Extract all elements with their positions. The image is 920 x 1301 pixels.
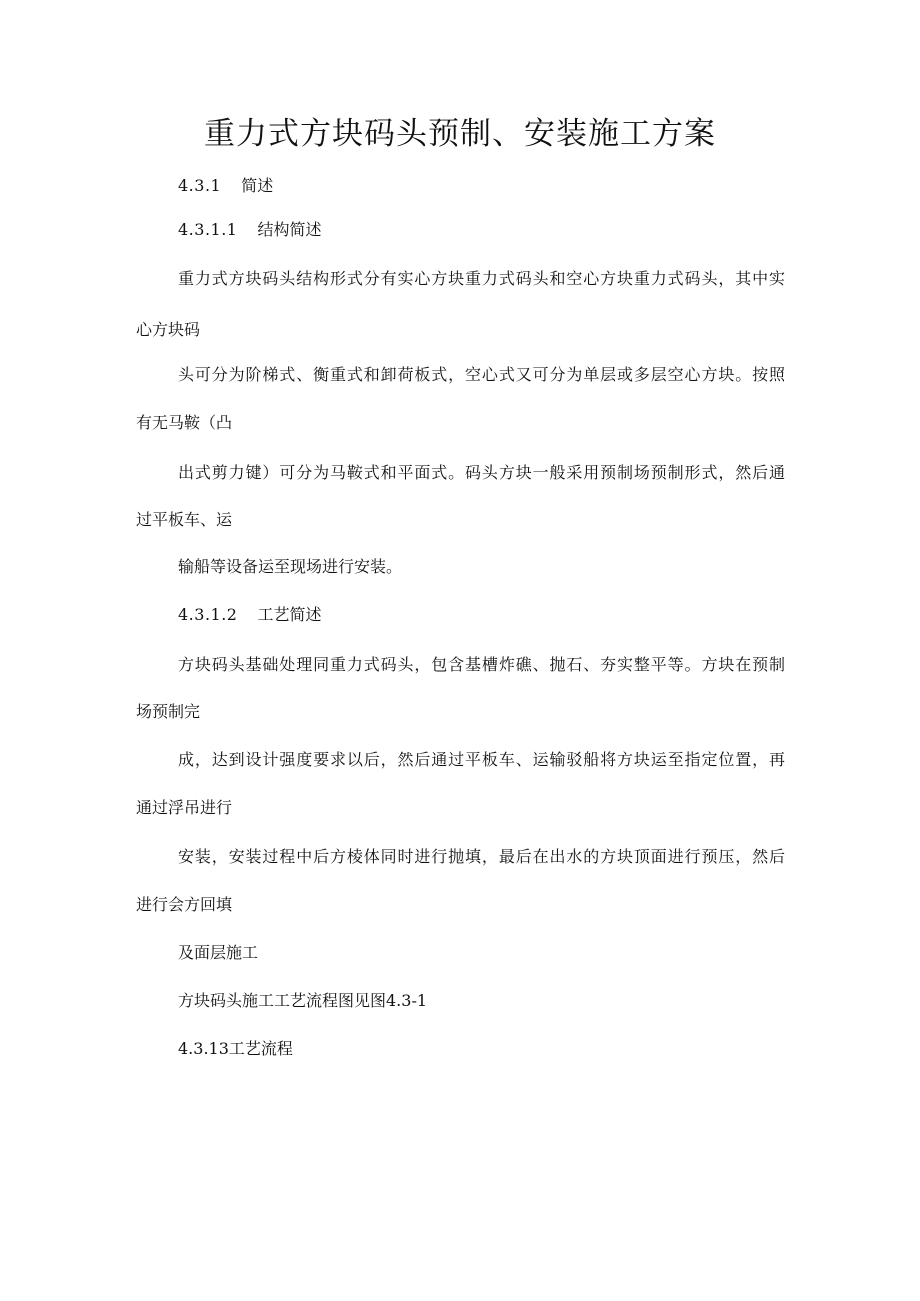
paragraph-line: 头可分为阶梯式、衡重式和卸荷板式，空心式又可分为单层或多层空心方块。按照	[178, 365, 785, 384]
paragraph-line: 成，达到设计强度要求以后，然后通过平板车、运输驳船将方块运至指定位置，再	[178, 750, 785, 769]
section-heading-4-3-13: 4.3.13工艺流程	[178, 1039, 293, 1058]
paragraph-line: 输船等设备运至现场进行安装。	[178, 557, 403, 576]
paragraph-line: 重力式方块码头结构形式分有实心方块重力式码头和空心方块重力式码头，其中实	[178, 269, 785, 288]
paragraph-line: 通过浮吊进行	[136, 798, 233, 817]
section-heading-4-3-1-1	[178, 218, 322, 242]
paragraph-line: 方块码头施工工艺流程图见图4.3-1	[178, 991, 428, 1010]
paragraph-line: 场预制完	[136, 702, 201, 721]
paragraph-line: 有无马鞍（凸	[136, 413, 233, 432]
section-heading-4-3-1	[178, 174, 273, 198]
section-number: 4.3.1.2	[178, 605, 238, 624]
section-title: 工艺简述	[257, 605, 322, 624]
section-heading-4-3-1-2	[178, 603, 322, 627]
paragraph-line: 进行会方回填	[136, 895, 233, 914]
section-title: 简述	[241, 176, 274, 195]
paragraph-line: 安装，安装过程中后方棱体同时进行抛填，最后在出水的方块顶面进行预压，然后	[178, 847, 785, 866]
section-number: 4.3.1	[178, 176, 222, 195]
section-number: 4.3.1.1	[178, 220, 238, 239]
section-title: 结构简述	[257, 220, 322, 239]
paragraph-line: 心方块码	[136, 320, 201, 339]
paragraph-line: 出式剪力键）可分为马鞍式和平面式。码头方块一般采用预制场预制形式，然后通	[178, 463, 785, 482]
paragraph-line: 及面层施工	[178, 943, 259, 962]
paragraph-line: 过平板车、运	[136, 510, 233, 529]
document-title: 重力式方块码头预制、安装施工方案	[204, 116, 716, 152]
paragraph-line: 方块码头基础处理同重力式码头，包含基槽炸礁、抛石、夯实整平等。方块在预制	[178, 655, 785, 674]
